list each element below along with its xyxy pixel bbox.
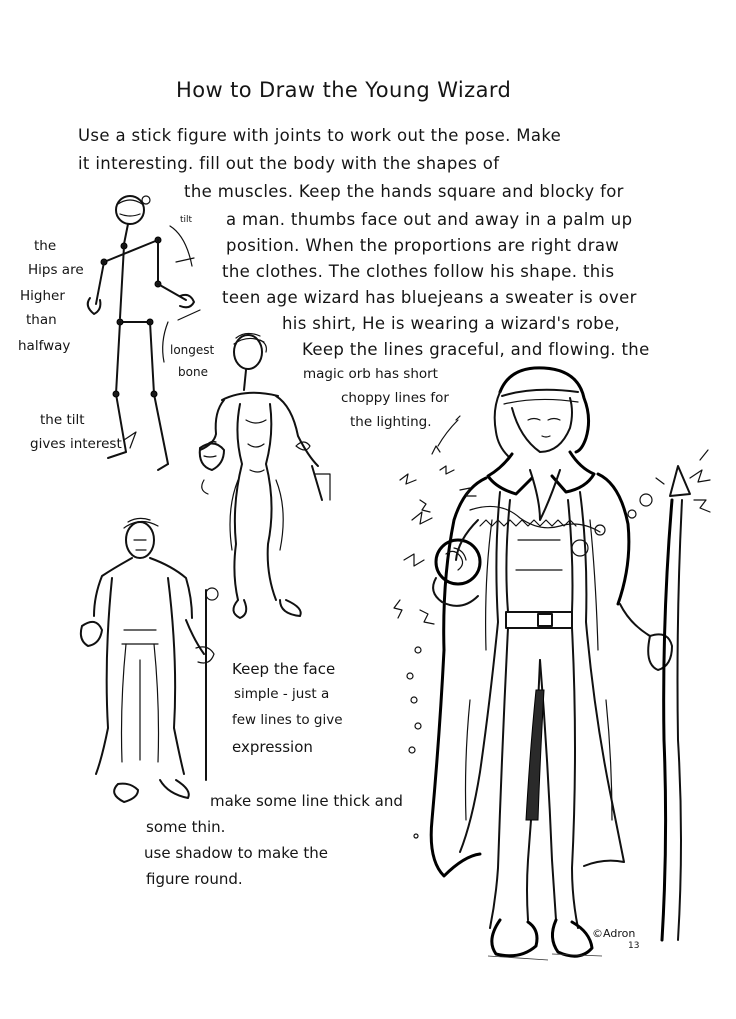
page-title: How to Draw the Young Wizard (176, 78, 512, 102)
tilt-interest-note: the tilt (40, 412, 85, 428)
signature: ©Adron (592, 927, 636, 940)
instruction-line: his shirt, He is wearing a wizard's robe, (282, 314, 621, 333)
face-note-line: expression (232, 738, 313, 756)
instruction-line: teen age wizard has bluejeans a sweater is over (222, 288, 637, 307)
hips-note-line: than (26, 312, 57, 328)
line-note: use shadow to make the (144, 844, 328, 862)
face-note-line: simple - just a (234, 686, 330, 702)
tilt-interest-note: gives interest (30, 436, 122, 452)
instruction-line: choppy lines for (341, 390, 449, 406)
clothed-sketch-drawing (81, 518, 218, 802)
instruction-line: magic orb has short (303, 366, 438, 382)
signature-year: 13 (628, 941, 640, 951)
wizard-illustration (394, 368, 710, 960)
hips-note-line: Hips are (28, 262, 84, 278)
face-note-line: Keep the face (232, 660, 336, 678)
line-note: figure round. (146, 870, 243, 888)
hips-note-line: Higher (20, 288, 65, 304)
face-note-line: few lines to give (232, 712, 343, 728)
instruction-line: Use a stick figure with joints to work out the pose. Make (78, 126, 562, 145)
instruction-line: the clothes. The clothes follow his shape. this (222, 262, 615, 281)
instruction-line: it interesting. fill out the body with the shapes of (78, 154, 500, 173)
instruction-line: Keep the lines graceful, and flowing. the (302, 340, 650, 359)
stick-figure-drawing (88, 196, 200, 470)
instruction-line: the muscles. Keep the hands square and blocky for (184, 182, 624, 201)
longest-bone-note: longest (170, 343, 215, 357)
longest-bone-note: bone (178, 365, 208, 379)
instruction-line: position. When the proportions are right draw (226, 236, 620, 255)
line-note: some thin. (146, 818, 226, 836)
muscle-figure-drawing (200, 333, 330, 618)
instruction-line: the lighting. (350, 414, 432, 430)
tilt-note: tilt (180, 215, 193, 225)
hips-note-line: the (34, 238, 57, 254)
line-note: make some line thick and (210, 792, 403, 810)
hips-note-line: halfway (18, 338, 71, 354)
instruction-line: a man. thumbs face out and away in a palm up (226, 210, 633, 229)
